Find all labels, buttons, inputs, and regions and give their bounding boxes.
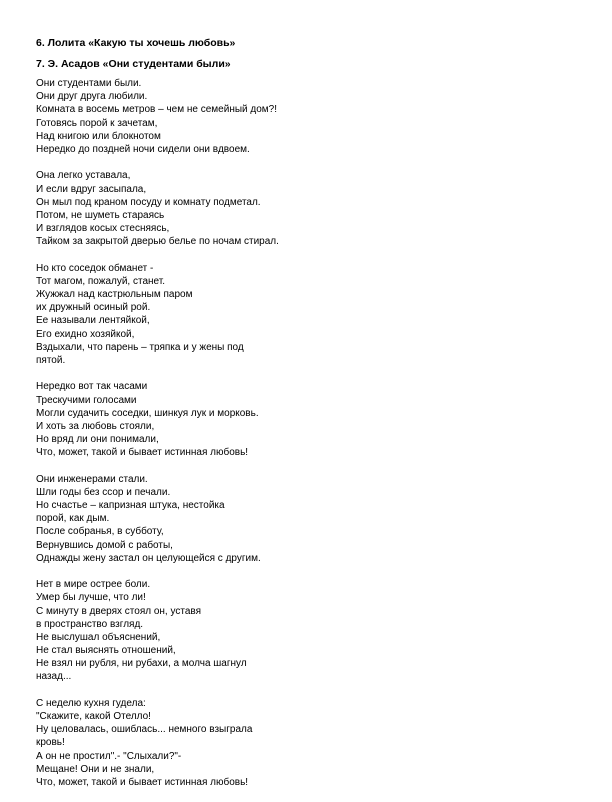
stanza [36,578,279,684]
poem-line: Но кто соседок обманет - [36,262,154,274]
poem-line: И хоть за любовь стояли, [36,420,155,432]
poem-line: Не стал выяснять отношений, [36,645,176,657]
poem-line: в пространство взгляд. [36,618,144,630]
poem-line: Он мыл под краном посуду и комнату подметал. [36,196,261,208]
poem-line: Шли годы без ссор и печали. [36,486,171,498]
poem-line: Что, может, такой и бывает истинная любовь! [36,776,249,788]
poem-line: Умер бы лучше, что ли! [36,592,146,604]
poem-line: пятой. [36,354,66,366]
poem-line: После собранья, в субботу, [36,526,164,538]
poem-line: Ну целовалась, ошиблась... немного взыграла [36,724,253,736]
poem-line: А он не простил".- "Слыхали?"- [36,750,182,762]
poem-line: Они друг друга любили. [36,91,148,103]
poem-line: Однажды жену застал он целующейся с другим. [36,552,261,564]
poem-line: Они инженерами стали. [36,473,148,485]
poem-line: Трескучими голосами [36,394,137,406]
poem-line: И если вдруг засыпала, [36,183,147,195]
poem-line: порой, как дым. [36,513,110,525]
heading-poem-7: 7. Э. Асадов «Они студентами были» [36,58,231,70]
poem-line: Над книгою или блокнотом [36,130,161,142]
poem-line: С минуту в дверях стоял он, уставя [36,605,202,617]
poem-line: Могли судачить соседки, шинкуя лук и морковь. [36,407,259,419]
poem-line: Но вряд ли они понимали, [36,434,159,446]
poem-line: Ее называли лентяйкой, [36,315,150,327]
poem-line: Нередко вот так часами [36,381,148,393]
stanza [36,169,279,248]
poem-line: Не выслушал объяснений, [36,631,161,643]
poem-body [36,77,279,802]
poem-line: Что, может, такой и бывает истинная любовь! [36,447,249,459]
poem-line: Его ехидно хозяйкой, [36,328,135,340]
poem-line: Комната в восемь метров – чем не семейный дом?! [36,104,278,116]
poem-line: Нередко до поздней ночи сидели они вдвоем. [36,143,250,155]
stanza [36,262,279,368]
poem-line: Но счастье – капризная штука, нестойка [36,500,225,511]
poem-line: Тот магом, пожалуй, станет. [36,275,166,287]
poem-line: назад... [36,671,72,683]
poem-line: Вернувшись домой с работы, [36,539,173,551]
poem-line: Они студентами были. [36,78,142,89]
poem-line: Готовясь порой к зачетам, [36,117,158,129]
heading-song-6: 6. Лолита «Какую ты хочешь любовь» [36,37,236,49]
poem-line: их дружный осиный рой. [36,302,151,314]
stanza [36,380,279,459]
poem-line: Тайком за закрытой дверью белье по ночам стирал. [36,236,279,248]
poem-line: Она легко уставала, [36,170,131,182]
poem-line: Не взял ни рубля, ни рубахи, а молча шагнул [36,658,247,670]
poem-line: Жужжал над кастрюльным паром [36,289,193,300]
poem-line: С неделю кухня гудела: [36,697,146,709]
poem-line: кровь! [36,737,65,749]
stanza [36,77,279,156]
poem-line: "Скажите, какой Отелло! [36,711,151,722]
stanza [36,697,279,789]
poem-line: Вздыхали, что парень – тряпка и у жены под [36,341,244,353]
poem-line: Мещане! Они и не знали, [36,763,155,775]
poem-line: Нет в мире острее боли. [36,579,151,591]
stanza [36,473,279,565]
poem-line: Потом, не шуметь стараясь [36,209,165,221]
poem-line: И взглядов косых стесняясь, [36,223,170,235]
